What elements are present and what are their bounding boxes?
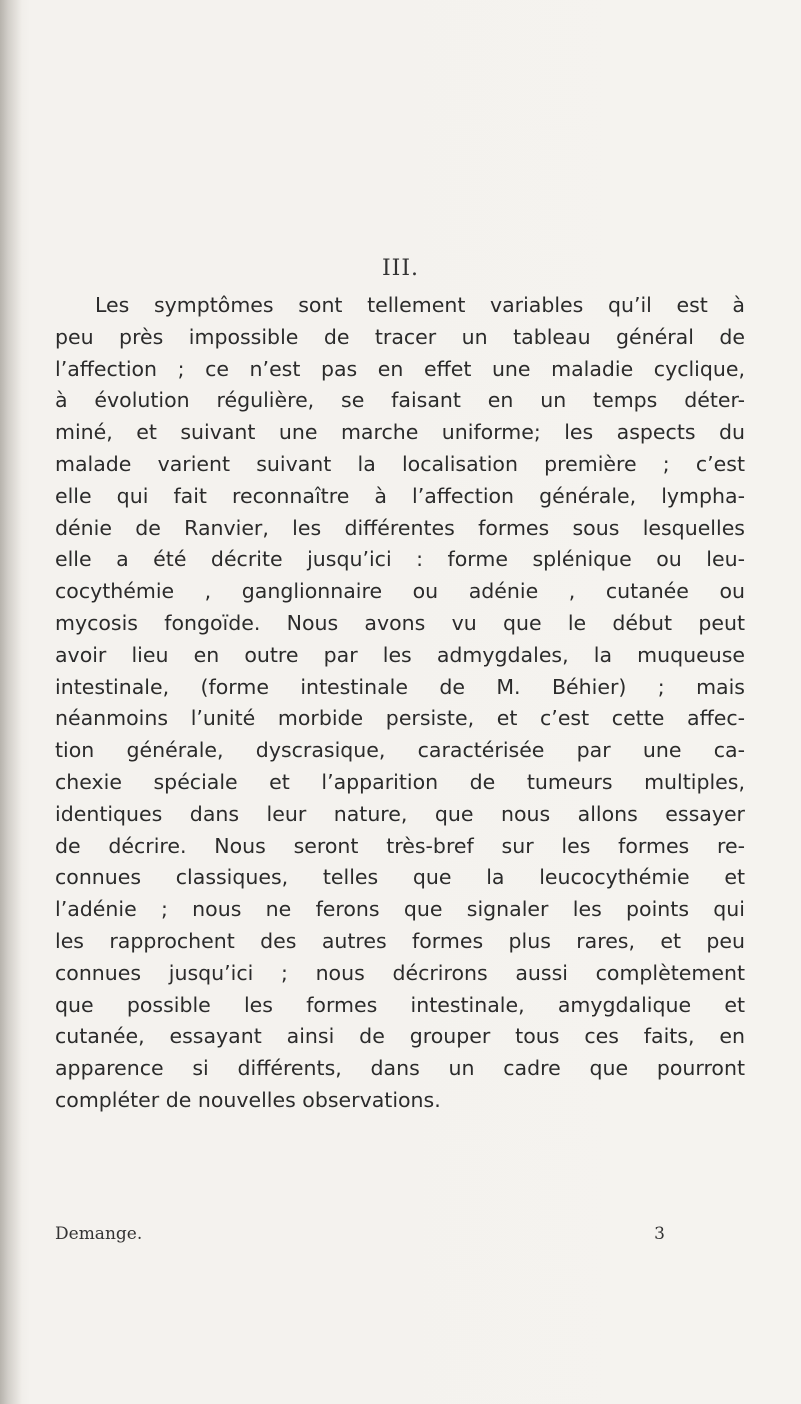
text-line: avoir lieu en outre par les admygdales, la muqueuse bbox=[55, 642, 745, 667]
sheet-number: 3 bbox=[654, 1224, 665, 1244]
text-line: elle qui fait reconnaître à l’affection générale, lympha- bbox=[55, 483, 745, 508]
text-line: connues jusqu’ici ; nous décrirons aussi complètement bbox=[55, 960, 745, 985]
text-line: tion générale, dyscrasique, caractérisée par une ca- bbox=[55, 738, 745, 763]
text-line: miné, et suivant une marche uniforme; les aspects du bbox=[55, 420, 745, 445]
text-line: malade varient suivant la localisation première ; c’est bbox=[55, 451, 745, 476]
text-line: intestinale, (forme intestinale de M. Béhier) ; mais bbox=[55, 674, 745, 699]
text-line: mycosis fongoïde. Nous avons vu que le début peut bbox=[55, 610, 745, 635]
text-line: peu près impossible de tracer un tableau général de bbox=[55, 324, 745, 349]
text-line: de décrire. Nous seront très-bref sur les formes re- bbox=[55, 833, 745, 858]
chapter-paragraph bbox=[55, 290, 745, 1117]
text-line: identiques dans leur nature, que nous allons essayer bbox=[55, 801, 745, 826]
text-line: dénie de Ranvier, les différentes formes sous lesquelles bbox=[55, 515, 745, 540]
text-line: l’affection ; ce n’est pas en effet une maladie cyclique, bbox=[55, 356, 745, 381]
text-line: connues classiques, telles que la leucocythémie et bbox=[55, 865, 745, 890]
text-line: elle a été décrite jusqu’ici : forme splénique ou leu- bbox=[55, 547, 745, 572]
text-line: à évolution régulière, se faisant en un temps déter- bbox=[55, 388, 745, 413]
text-line: compléter de nouvelles observations. bbox=[55, 1087, 441, 1112]
text-line: Les symptômes sont tellement variables qu’il est à bbox=[95, 293, 745, 317]
text-line: les rapprochent des autres formes plus rares, et peu bbox=[55, 928, 745, 953]
text-line: cutanée, essayant ainsi de grouper tous ces faits, en bbox=[55, 1024, 745, 1049]
text-line: que possible les formes intestinale, amygdalique et bbox=[55, 992, 745, 1017]
text-line: l’adénie ; nous ne ferons que signaler les points qui bbox=[55, 897, 745, 922]
chapter-heading: III. bbox=[381, 256, 420, 281]
binding-shadow bbox=[0, 0, 22, 1404]
text-line: cocythémie , ganglionnaire ou adénie , cutanée ou bbox=[55, 579, 745, 604]
text-line: apparence si différents, dans un cadre que pourront bbox=[55, 1056, 745, 1081]
signature-mark: Demange. bbox=[55, 1224, 143, 1244]
text-line: néanmoins l’unité morbide persiste, et c’est cette affec- bbox=[55, 706, 745, 731]
text-line: chexie spéciale et l’apparition de tumeurs multiples, bbox=[55, 769, 745, 794]
